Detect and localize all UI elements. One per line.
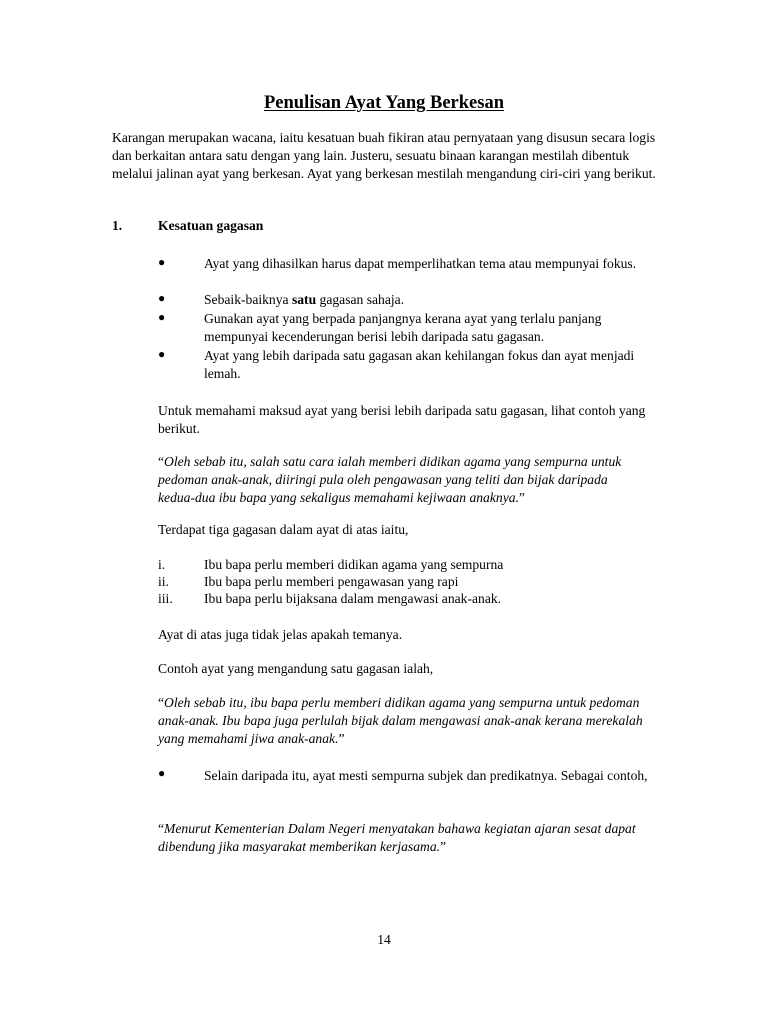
intro-paragraph: Karangan merupakan wacana, iaitu kesatuan buah fikiran atau pernyataan yang disusun secara logis dan berkaitan antara satu dengan yang lain. Justeru, sesuatu binaan karangan mestilah dibentuk melalui jalinan ayat yang berkesan. Ayat yang berkesan mestilah mengandung ciri-ciri yang berikut. bbox=[112, 130, 656, 181]
bullet-dot: ● bbox=[158, 766, 166, 780]
bullet-text: Gunakan ayat yang berpada panjangnya kerana ayat yang terlalu panjang mempunyai kecenderungan berisi lebih daripada satu gagasan. bbox=[204, 311, 602, 344]
example-quote bbox=[158, 694, 648, 748]
bullet-item bbox=[0, 347, 768, 383]
list-item: Ibu bapa perlu memberi didikan agama yang sempurna bbox=[204, 557, 504, 572]
quote-text: Menurut Kementerian Dalam Negeri menyatakan bahawa kegiatan ajaran sesat dapat dibendung jika masyarakat memberikan kerjasama. bbox=[158, 821, 636, 854]
roman-list bbox=[0, 557, 768, 613]
bullet-item bbox=[0, 310, 768, 346]
quote-open-mark: “ bbox=[158, 821, 165, 836]
bullet-text bbox=[204, 291, 664, 309]
three-ideas-paragraph: Terdapat tiga gagasan dalam ayat di atas iaitu, bbox=[158, 522, 409, 537]
bullet-text-pre: Sebaik-baiknya bbox=[204, 292, 292, 307]
bullet-text-bold: satu bbox=[291, 292, 317, 307]
list-marker: ii. bbox=[158, 574, 169, 589]
quote-open-mark: “ bbox=[158, 454, 165, 469]
bullet-dot: ● bbox=[158, 291, 166, 305]
quote-close-mark: ” bbox=[338, 731, 345, 746]
page-number: 14 bbox=[377, 932, 391, 947]
example-quote bbox=[158, 820, 648, 856]
list-item: Ibu bapa perlu memberi pengawasan yang rapi bbox=[204, 574, 459, 589]
bullet-dot: ● bbox=[158, 255, 166, 269]
bullet-text: Ayat yang lebih daripada satu gagasan akan kehilangan fokus dan ayat menjadi lemah. bbox=[204, 348, 635, 381]
bullet-text: Ayat yang dihasilkan harus dapat memperlihatkan tema atau mempunyai fokus. bbox=[204, 256, 637, 271]
section-heading: Kesatuan gagasan bbox=[158, 218, 264, 233]
contoh-intro-paragraph: Untuk memahami maksud ayat yang berisi lebih daripada satu gagasan, lihat contoh yang berikut. bbox=[158, 403, 646, 436]
bullet-text: Selain daripada itu, ayat mesti sempurna subjek dan predikatnya. Sebagai contoh, bbox=[204, 768, 648, 783]
bullet-dot: ● bbox=[158, 310, 166, 324]
example-quote bbox=[158, 453, 648, 507]
quote-close-mark: ” bbox=[440, 839, 447, 854]
quote-close-mark: ” bbox=[518, 490, 525, 505]
quote-text: Oleh sebab itu, salah satu cara ialah memberi didikan agama yang sempurna untuk pedoman anak-anak, diiringi pula oleh pengawasan yang teliti dan bijak daripada kedua-dua ibu bapa yang sekaligus memahami kejiwaan anaknya. bbox=[158, 454, 622, 505]
list-marker: i. bbox=[158, 557, 166, 572]
bullet-item bbox=[0, 291, 768, 309]
single-idea-paragraph: Contoh ayat yang mengandung satu gagasan ialah, bbox=[158, 661, 434, 676]
bullet-dot: ● bbox=[158, 347, 166, 361]
list-item: Ibu bapa perlu bijaksana dalam mengawasi anak-anak. bbox=[204, 591, 502, 606]
quote-text: Oleh sebab itu, ibu bapa perlu memberi didikan agama yang sempurna untuk pedoman anak-anak. Ibu bapa juga perlulah bijak dalam mengawasi anak-anak kerana merekalah yang memahami jiwa anak-anak. bbox=[158, 695, 643, 746]
section-number: 1. bbox=[112, 218, 123, 233]
quote-open-mark: “ bbox=[158, 695, 165, 710]
page-title: Penulisan Ayat Yang Berkesan bbox=[263, 93, 505, 113]
theme-paragraph: Ayat di atas juga tidak jelas apakah temanya. bbox=[158, 627, 403, 642]
list-marker: iii. bbox=[158, 591, 173, 606]
bullet-item bbox=[0, 255, 768, 291]
bullet-item bbox=[0, 766, 768, 804]
bullet-text-post: gagasan sahaja. bbox=[316, 292, 405, 307]
